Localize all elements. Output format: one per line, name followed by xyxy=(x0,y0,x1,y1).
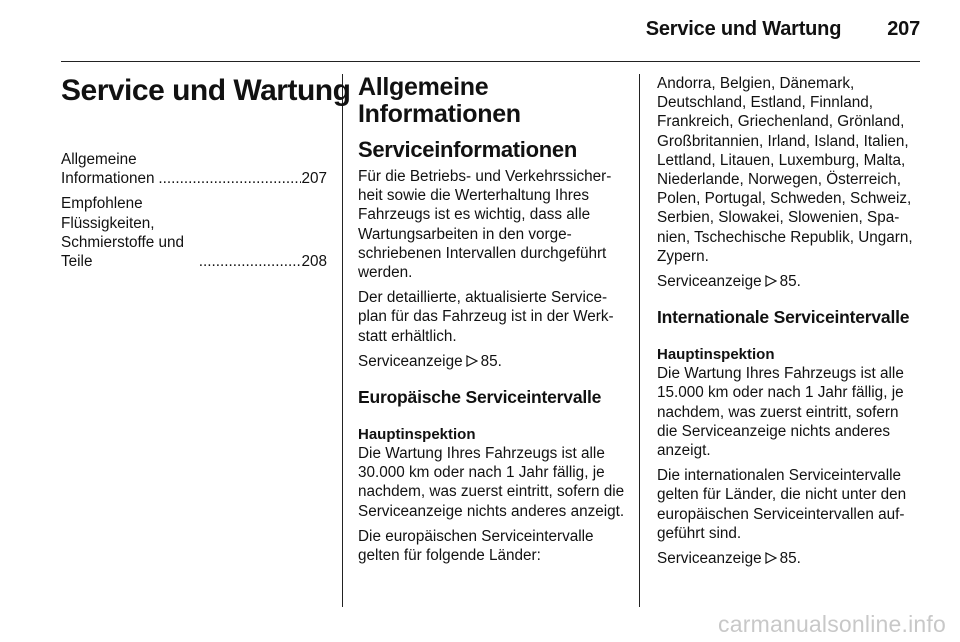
running-header xyxy=(646,18,920,41)
paragraph: Die Wartung Ihres Fahrzeugs ist alle 15.000 km oder nach 1 Jahr fällig, je nachdem, was zuerst eintritt, sofern die Serviceanzeige nichts anderes anzeigt. xyxy=(657,365,904,460)
reference-label: Serviceanzeige xyxy=(657,550,762,568)
toc-entry[interactable] xyxy=(61,150,327,188)
toc-entry-text: Empfohlene Flüssigkeiten, Schmierstoffe und Teile xyxy=(61,195,185,271)
content-column-2 xyxy=(358,74,626,571)
country-list: Andorra, Belgien, Dänemark, Deutschland, Estland, Finnland, Frankreich, Griechenland, Grönland, Großbritannien, Irland, Island, Italien, Lettland, Litauen, Luxemburg, Malta, Niederlande, Norwegen, Österreich, Polen, Portugal, Schweden, Schweiz, Serbien, Slowakei, Slowenien, Spanien, Tschechische Republik, Ungarn, Zypern. xyxy=(657,75,913,265)
toc-leader-dots xyxy=(158,169,301,188)
toc-entry-page: 207 xyxy=(301,170,327,188)
section-title: Allgemeine Informationen xyxy=(358,73,521,128)
content-column-3 xyxy=(657,74,921,574)
chapter-title: Service und Wartung xyxy=(61,74,351,107)
cross-reference[interactable] xyxy=(657,272,921,291)
column-divider xyxy=(342,74,343,607)
table-of-contents xyxy=(61,150,327,271)
cross-reference[interactable] xyxy=(657,549,921,568)
reference-label: Serviceanzeige xyxy=(358,352,463,370)
toc-leader-dots xyxy=(199,252,302,271)
paragraph: Die internationalen Serviceintervalle gelten für Länder, die nicht unter den europäischen Serviceintervallen aufgeführt sind. xyxy=(657,467,907,542)
inspection-label: Hauptinspektion xyxy=(358,426,476,444)
cross-reference[interactable] xyxy=(358,352,626,371)
watermark: carmanualsonline.info xyxy=(718,611,946,637)
header-rule xyxy=(61,61,920,62)
international-intervals-heading: Internationale Serviceintervalle xyxy=(657,307,910,328)
reference-page: 85. xyxy=(779,550,801,568)
reference-label: Serviceanzeige xyxy=(657,273,762,291)
page-number: 207 xyxy=(887,18,920,40)
reference-page: 85. xyxy=(480,352,502,370)
inspection-label: Hauptinspektion xyxy=(657,346,775,364)
paragraph: Die Wartung Ihres Fahrzeugs ist alle 30.000 km oder nach 1 Jahr fällig, je nachdem, was zuerst eintritt, sofern die Serviceanzeige nichts anderes anzeigt. xyxy=(358,445,625,520)
column-divider xyxy=(639,74,640,607)
toc-column xyxy=(61,74,351,277)
reference-page: 85. xyxy=(779,273,801,291)
paragraph: Die europäischen Serviceintervalle gelten für folgende Länder: xyxy=(358,527,594,565)
page-reference-arrow-icon xyxy=(765,275,777,287)
running-header-title: Service und Wartung xyxy=(645,18,842,40)
page-reference-arrow-icon xyxy=(765,552,777,564)
toc-entry-page: 208 xyxy=(301,253,327,271)
page-reference-arrow-icon xyxy=(466,355,478,367)
toc-entry[interactable] xyxy=(61,194,327,271)
european-intervals-heading: Europäische Serviceintervalle xyxy=(358,387,602,408)
paragraph: Für die Betriebs- und Verkehrssicherheit sowie die Werterhaltung Ihres Fahrzeugs ist es wichtig, dass alle Wartungsarbeiten in den vorgeschriebenen Intervallen durchgeführt werden. xyxy=(358,168,612,282)
toc-entry-text: Allgemeine Informationen xyxy=(61,151,155,188)
subsection-title: Serviceinformationen xyxy=(358,137,577,162)
paragraph: Der detaillierte, aktualisierte Serviceplan für das Fahrzeug ist in der Werkstatt erhältlich. xyxy=(358,289,614,345)
